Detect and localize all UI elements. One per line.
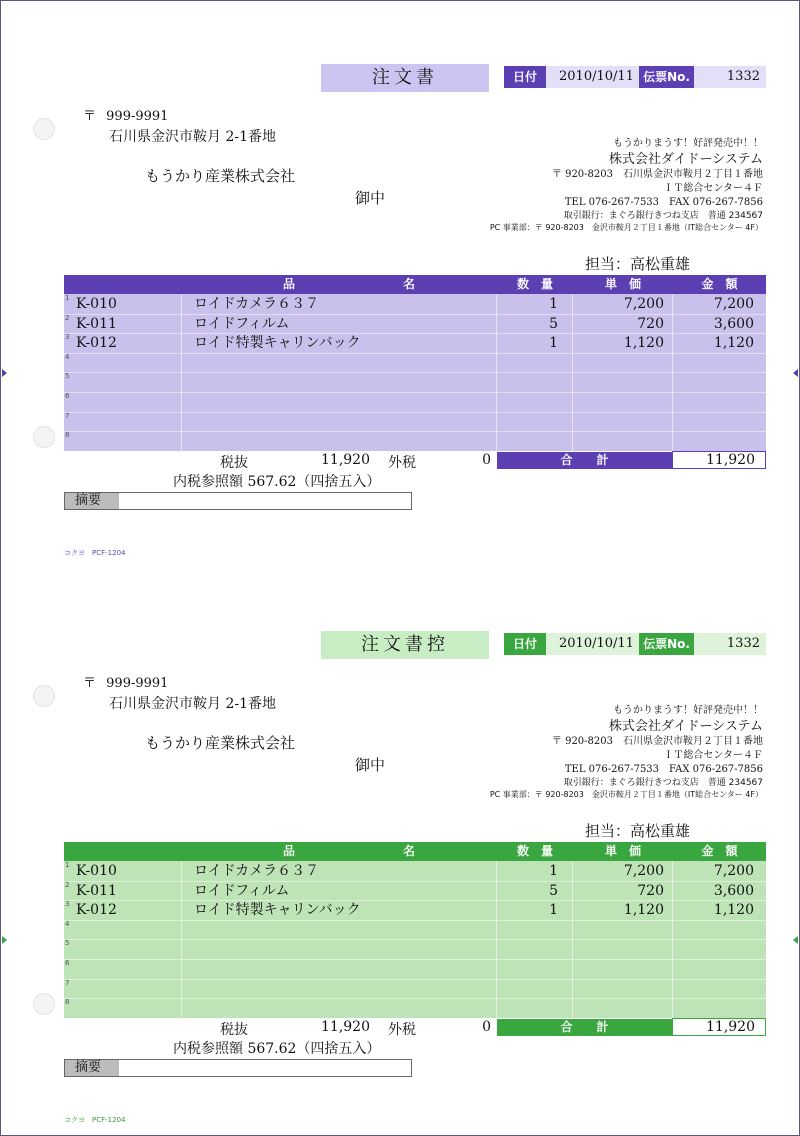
date-value: 2010/10/11: [559, 69, 634, 84]
sender-tel-fax: TEL 076-267-7533 FAX 076-267-7856: [564, 764, 763, 775]
row-number: 5: [65, 939, 70, 948]
row-number: 3: [65, 333, 70, 342]
ext-tax-value: 0: [482, 1019, 491, 1035]
item-qty: [496, 412, 558, 432]
item-amount: [672, 920, 754, 940]
col-qty: 数 量: [516, 277, 553, 291]
item-unit-price: [572, 920, 664, 940]
table-header: [64, 275, 766, 294]
row-number: 7: [65, 411, 70, 420]
binder-hole: [33, 993, 55, 1015]
item-unit-price: 7,200: [623, 296, 664, 312]
item-unit-price: [572, 939, 664, 959]
sender-address1: 〒 920-8203 石川県金沢市鞍月２丁目１番地: [551, 169, 763, 180]
item-amount: 7,200: [713, 863, 754, 879]
total-label: 合 計: [560, 1020, 609, 1034]
item-qty: 5: [549, 315, 558, 332]
ext-tax-label: 外税: [388, 1022, 416, 1038]
binder-hole: [33, 426, 55, 448]
item-qty: [496, 998, 558, 1018]
item-qty: [496, 353, 558, 373]
tax-excl-value: 11,920: [321, 452, 370, 468]
postal-mark: 〒: [83, 109, 97, 124]
item-amount: 1,120: [713, 902, 754, 919]
tax-excl-label: 税抜: [220, 1022, 248, 1038]
total-label-bar: [497, 1019, 672, 1036]
item-amount: [672, 412, 754, 432]
item-unit-price: 1,120: [623, 902, 664, 919]
sender-bank: 取引銀行：まぐろ銀行きつね支店 普通 234567: [563, 778, 763, 788]
order-form: [1, 1, 799, 567]
item-amount: [672, 979, 754, 999]
item-qty: [496, 392, 558, 412]
form-title: 注文書: [321, 64, 489, 92]
total-label-bar: [497, 452, 672, 469]
item-qty: [496, 372, 558, 392]
col-item: 品 名: [282, 277, 415, 291]
row-number: 1: [65, 861, 70, 869]
item-name: [194, 939, 494, 959]
row-number: 8: [65, 998, 70, 1007]
table-header: [64, 842, 766, 861]
date-slip-strip: [504, 633, 766, 655]
total-value: [672, 1018, 766, 1036]
item-name: [194, 998, 494, 1018]
item-unit-price: 7,200: [623, 863, 664, 879]
perforation-mark: [793, 936, 798, 944]
item-unit-price: [572, 372, 664, 392]
item-amount: [672, 939, 754, 959]
item-code: [76, 431, 176, 451]
item-unit-price: [572, 431, 664, 451]
item-code: K-011: [76, 882, 117, 899]
customer-address: 石川県金沢市鞍月 2-1番地: [109, 696, 276, 712]
row-number: 2: [65, 880, 70, 889]
order-form-copy: [1, 568, 799, 1134]
item-name: [194, 412, 494, 432]
item-qty: [496, 979, 558, 999]
date-slip-strip: [504, 66, 766, 88]
col-unit-price: 単 価: [604, 277, 641, 291]
item-unit-price: 720: [637, 315, 664, 332]
item-unit-price: [572, 979, 664, 999]
item-name: [194, 920, 494, 940]
total-value-text: 11,920: [706, 1019, 755, 1035]
table-body: [64, 294, 766, 451]
postal-mark: 〒: [83, 676, 97, 691]
ext-tax-label: 外税: [388, 455, 416, 471]
item-qty: 1: [549, 902, 558, 919]
sender-pc-office: PC 事業部：〒 920-8203 金沢市鞍月２丁目１番地（IT総合センター 4F）: [489, 790, 763, 799]
item-amount: [672, 998, 754, 1018]
date-value: 2010/10/11: [559, 636, 634, 651]
perforation-mark: [2, 369, 7, 377]
customer-postal: [83, 105, 168, 124]
perforation-mark: [2, 936, 7, 944]
item-code: [76, 998, 176, 1018]
row-number: 6: [65, 959, 70, 967]
item-code: [76, 979, 176, 999]
sender-company: 株式会社ダイドーシステム: [608, 719, 763, 734]
item-unit-price: [572, 392, 664, 412]
summary-field[interactable]: [64, 1059, 412, 1077]
item-name: [194, 392, 494, 412]
slip-no-label: 伝票No.: [639, 66, 694, 88]
sender-pc-office: PC 事業部：〒 920-8203 金沢市鞍月２丁目１番地（IT総合センター 4F）: [489, 223, 763, 232]
item-unit-price: [572, 998, 664, 1018]
item-name: ロイド特製キャリンバック: [194, 335, 361, 352]
item-qty: [496, 939, 558, 959]
item-unit-price: 720: [637, 882, 664, 899]
sender-tagline: もうかりまうす！好評発売中！！: [613, 138, 763, 149]
date-label: 日付: [504, 633, 546, 655]
item-name: ロイド特製キャリンバック: [194, 902, 361, 919]
table-body: [64, 861, 766, 1018]
honorific: 御中: [355, 189, 386, 207]
item-qty: [496, 959, 558, 979]
total-value: [672, 451, 766, 469]
item-code: [76, 353, 176, 373]
item-name: [194, 353, 494, 373]
sender-company: 株式会社ダイドーシステム: [608, 152, 763, 167]
binder-hole: [33, 685, 55, 707]
item-code: [76, 372, 176, 392]
items-table: [64, 842, 766, 1018]
person-in-charge: 担当：高松重雄: [585, 255, 691, 273]
slip-no-value: 1332: [726, 636, 760, 651]
item-code: [76, 959, 176, 979]
postal-code: 999-9991: [106, 676, 169, 691]
item-amount: [672, 353, 754, 373]
item-name: ロイドフィルム: [194, 315, 290, 332]
incl-tax-note: 内税参照額 567.62（四捨五入）: [173, 1041, 381, 1057]
item-code: [76, 939, 176, 959]
sender-address2: ＩＴ総合センター４Ｆ: [663, 750, 763, 761]
item-amount: 1,120: [713, 335, 754, 352]
tax-excl-label: 税抜: [220, 455, 248, 471]
sender-address2: ＩＴ総合センター４Ｆ: [663, 183, 763, 194]
row-number: 4: [65, 919, 70, 928]
sender-block: [490, 137, 763, 234]
row-number: 1: [65, 294, 70, 302]
item-amount: 3,600: [713, 315, 754, 332]
binder-hole: [33, 118, 55, 140]
footer-code: コクヨ PCF-1204: [64, 1116, 126, 1124]
item-unit-price: [572, 353, 664, 373]
form-title: 注文書控: [321, 631, 489, 659]
sender-bank: 取引銀行：まぐろ銀行きつね支店 普通 234567: [563, 211, 763, 221]
sender-tel-fax: TEL 076-267-7533 FAX 076-267-7856: [564, 197, 763, 208]
row-number: 8: [65, 431, 70, 440]
col-unit-price: 単 価: [604, 844, 641, 858]
incl-tax-note: 内税参照額 567.62（四捨五入）: [173, 474, 381, 490]
customer-name: もうかり産業株式会社: [145, 734, 296, 752]
item-qty: 1: [549, 863, 558, 879]
slip-no-label: 伝票No.: [639, 633, 694, 655]
item-code: K-012: [76, 335, 117, 352]
customer-address: 石川県金沢市鞍月 2-1番地: [109, 129, 276, 145]
item-code: K-010: [76, 863, 117, 879]
summary-label: 摘要: [65, 493, 119, 509]
item-code: [76, 392, 176, 412]
col-qty: 数 量: [516, 844, 553, 858]
person-in-charge: 担当：高松重雄: [585, 822, 691, 840]
item-qty: 1: [549, 335, 558, 352]
col-amount: 金 額: [701, 277, 738, 291]
item-qty: [496, 431, 558, 451]
item-amount: 3,600: [713, 882, 754, 899]
item-amount: [672, 372, 754, 392]
item-name: [194, 431, 494, 451]
item-code: K-012: [76, 902, 117, 919]
item-amount: [672, 392, 754, 412]
slip-no-value: 1332: [726, 69, 760, 84]
item-unit-price: [572, 959, 664, 979]
item-amount: [672, 959, 754, 979]
total-label: 合 計: [560, 453, 609, 467]
item-name: ロイドフィルム: [194, 882, 290, 899]
item-name: ロイドカメラ６３７: [194, 296, 320, 312]
summary-label: 摘要: [65, 1060, 119, 1076]
perforation-mark: [793, 369, 798, 377]
row-number: 3: [65, 900, 70, 909]
total-value-text: 11,920: [706, 452, 755, 468]
ext-tax-value: 0: [482, 452, 491, 468]
item-code: [76, 412, 176, 432]
item-qty: [496, 920, 558, 940]
item-amount: [672, 431, 754, 451]
col-amount: 金 額: [701, 844, 738, 858]
row-number: 7: [65, 978, 70, 987]
item-code: K-010: [76, 296, 117, 312]
item-code: [76, 920, 176, 940]
row-number: 5: [65, 372, 70, 381]
tax-excl-value: 11,920: [321, 1019, 370, 1035]
item-amount: 7,200: [713, 296, 754, 312]
sender-block: [490, 704, 763, 801]
row-number: 6: [65, 392, 70, 400]
item-name: [194, 959, 494, 979]
item-qty: 1: [549, 296, 558, 312]
item-name: [194, 979, 494, 999]
customer-postal: [83, 672, 168, 691]
postal-code: 999-9991: [106, 109, 169, 124]
item-name: ロイドカメラ６３７: [194, 863, 320, 879]
row-number: 4: [65, 352, 70, 361]
footer-code: コクヨ PCF-1204: [64, 549, 126, 557]
sender-address1: 〒 920-8203 石川県金沢市鞍月２丁目１番地: [551, 736, 763, 747]
date-label: 日付: [504, 66, 546, 88]
honorific: 御中: [355, 756, 386, 774]
row-number: 2: [65, 313, 70, 322]
item-code: K-011: [76, 315, 117, 332]
customer-name: もうかり産業株式会社: [145, 167, 296, 185]
sender-tagline: もうかりまうす！好評発売中！！: [613, 705, 763, 716]
col-item: 品 名: [282, 844, 415, 858]
item-name: [194, 372, 494, 392]
item-qty: 5: [549, 882, 558, 899]
item-unit-price: 1,120: [623, 335, 664, 352]
summary-field[interactable]: [64, 492, 412, 510]
item-unit-price: [572, 412, 664, 432]
items-table: [64, 275, 766, 451]
